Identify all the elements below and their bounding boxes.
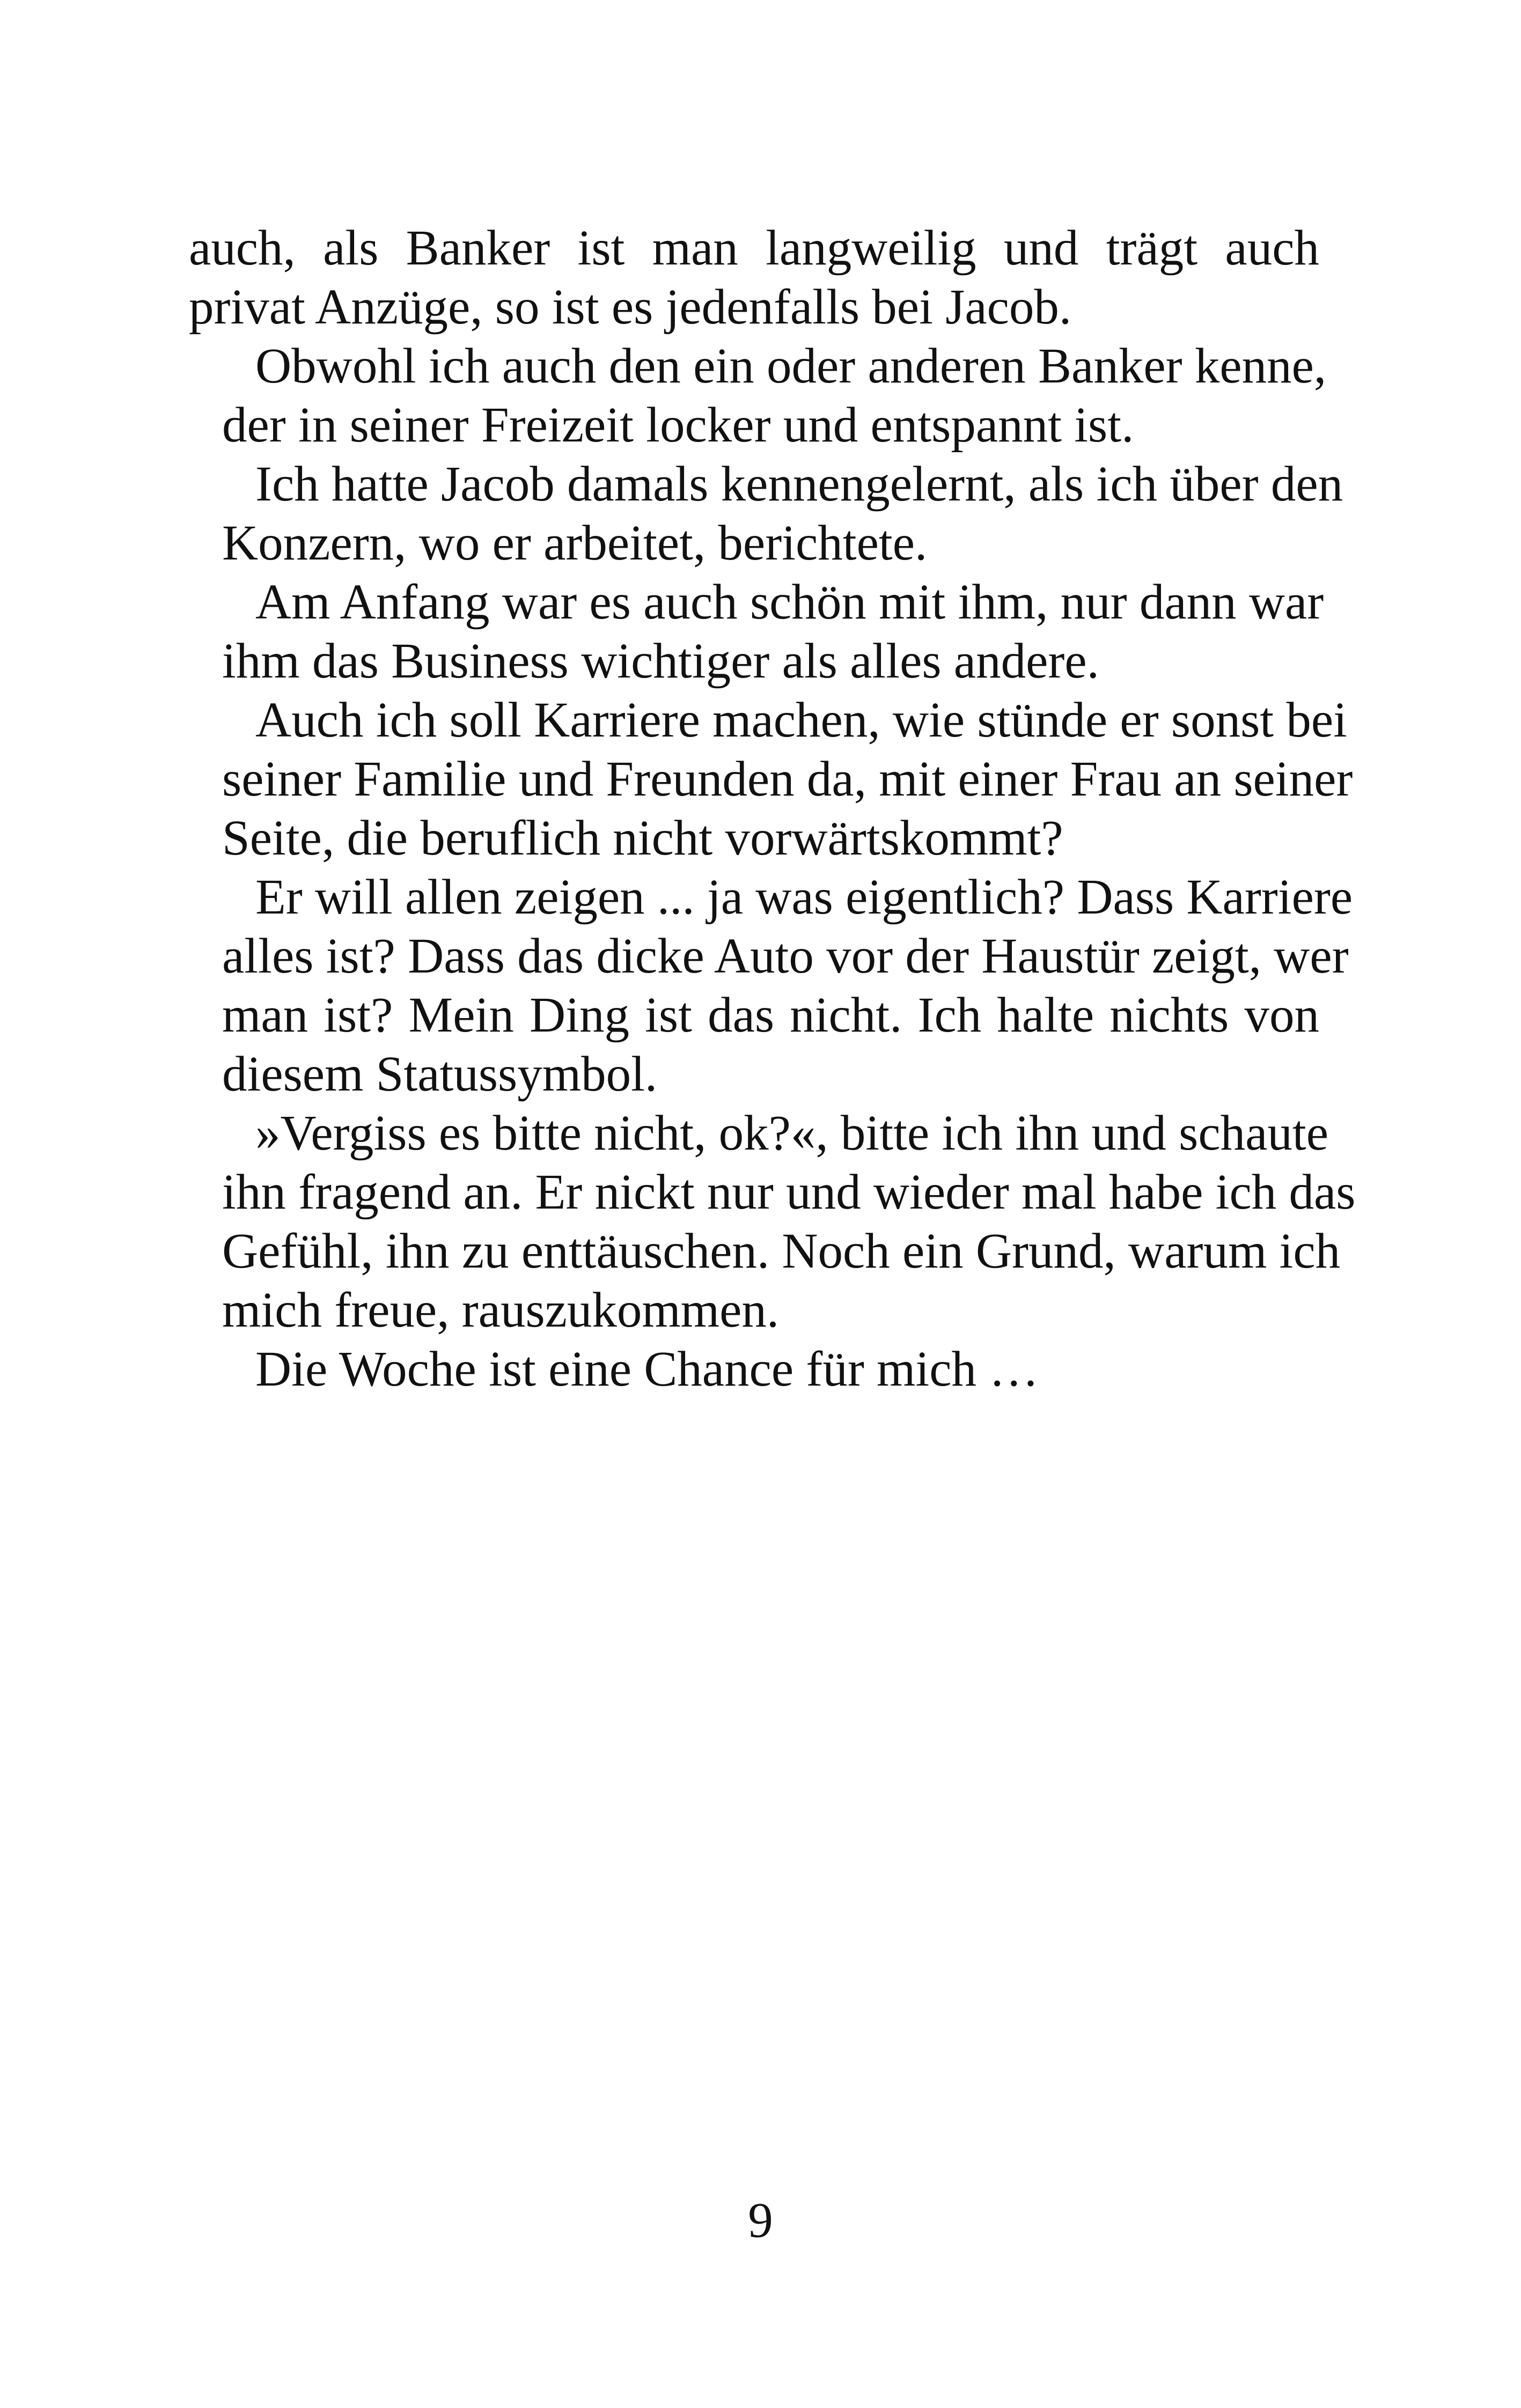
text-line: ihn fragend an. Er nickt nur und wieder mal habe ich das	[222, 1165, 1356, 1220]
text-line: Die Woche ist eine Chance für mich …	[255, 1342, 1039, 1397]
text-line: auch, als Banker ist man langweilig und trägt auch	[189, 220, 1319, 276]
text-line: Er will allen zeigen ... ja was eigentlich? Dass Karriere	[255, 870, 1353, 925]
text-line: ihm das Business wichtiger als alles andere.	[222, 634, 1099, 689]
text-line: der in seiner Freizeit locker und entspannt ist.	[222, 397, 1134, 453]
paragraph	[189, 455, 1343, 573]
text-line: Am Anfang war es auch schön mit ihm, nur dann war	[255, 575, 1324, 630]
text-line: alles ist? Dass das dicke Auto vor der Haustür zeigt, wer	[222, 929, 1349, 984]
body-text	[189, 219, 1356, 1399]
page-number: 9	[748, 2193, 773, 2248]
text-line: Obwohl ich auch den ein oder anderen Banker kenne,	[255, 338, 1327, 394]
text-line: »Vergiss es bitte nicht, ok?«, bitte ich ihn und schaute	[255, 1106, 1328, 1161]
text-line: Ich hatte Jacob damals kennengelernt, als ich über den	[255, 456, 1343, 512]
paragraph	[189, 868, 1353, 1104]
text-line: Gefühl, ihn zu enttäuschen. Noch ein Grund, warum ich	[222, 1224, 1341, 1279]
paragraph	[189, 1340, 1319, 1399]
text-line: mich freue, rauszukommen.	[222, 1283, 780, 1338]
text-line: Auch ich soll Karriere machen, wie stünde er sonst bei	[255, 693, 1348, 748]
text-line: Konzern, wo er arbeitet, berichtete.	[222, 516, 928, 571]
text-line: seiner Familie und Freunden da, mit einer Frau an seiner	[222, 752, 1353, 807]
text-line: privat Anzüge, so ist es jedenfalls bei Jacob.	[189, 279, 1072, 335]
paragraph	[189, 691, 1353, 868]
text-line: Seite, die beruflich nicht vorwärtskommt?	[222, 811, 1063, 866]
text-line: diesem Statussymbol.	[222, 1047, 658, 1102]
paragraph	[189, 337, 1327, 455]
text-line: man ist? Mein Ding ist das nicht. Ich halte nichts von	[222, 988, 1319, 1043]
paragraph	[189, 573, 1324, 691]
paragraph	[189, 1104, 1356, 1340]
paragraph	[189, 219, 1319, 337]
